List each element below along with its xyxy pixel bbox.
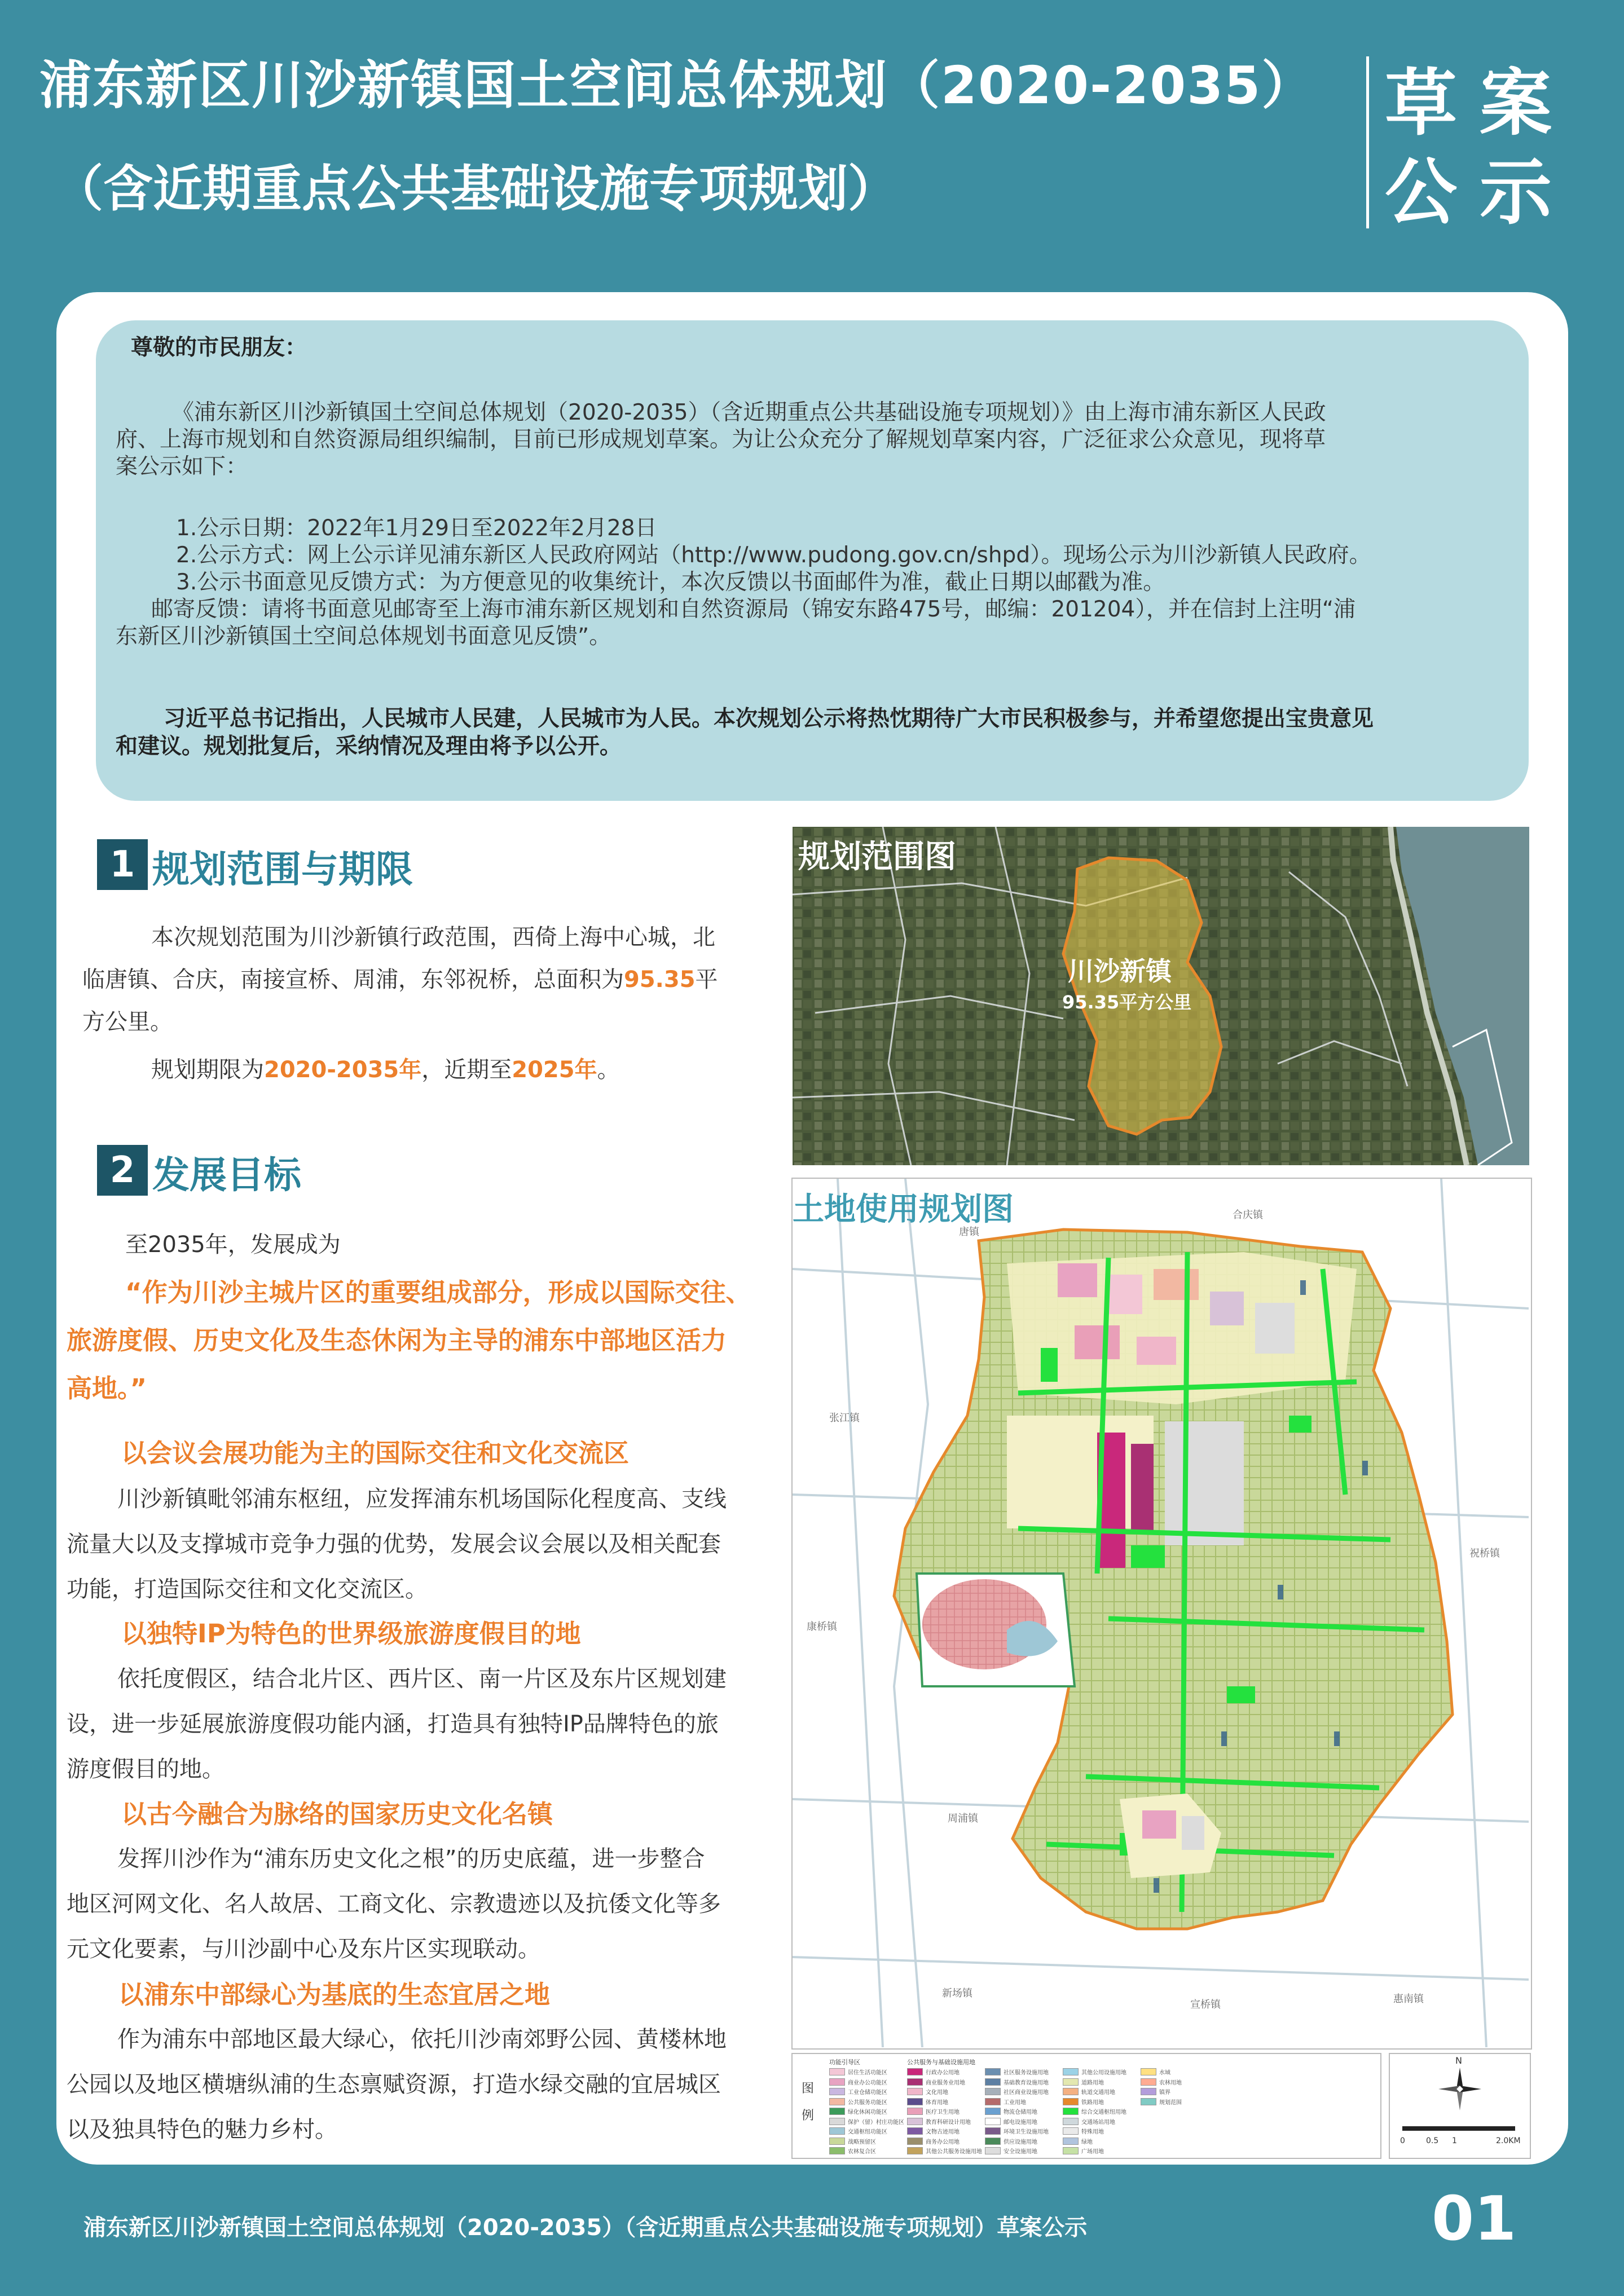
legend-swatch [829, 2127, 845, 2135]
legend-item [907, 2117, 971, 2126]
legend-item [907, 2087, 948, 2096]
legend-item [985, 2117, 1037, 2126]
scale-label: 0 [1400, 2136, 1405, 2145]
legend-item [1141, 2087, 1170, 2096]
goal-heading: 以会议会展功能为主的国际交往和文化交流区 [121, 1438, 630, 1468]
legend-swatch [985, 2068, 1001, 2075]
landuse-drawing [793, 1179, 1529, 2047]
goal-line: 作为浦东中部地区最大绿心，依托川沙南郊野公园、黄楼林地 [117, 2026, 727, 2052]
legend-item-label: 综合交通枢纽用地 [1081, 2109, 1126, 2116]
notice-item-method: 2.公示方式：网上公示详见浦东新区人民政府网站（http://www.pudong.gov.cn/shpd）。现场公示为川沙新镇人民政府。 [176, 543, 1371, 568]
notice-para-line: 府、上海市规划和自然资源局组织编制，目前已形成规划草案。为让公众充分了解规划草案内容，广泛征求公众意见，现将草 [116, 427, 1326, 452]
legend-swatch [907, 2088, 923, 2095]
page-number: 01 [1432, 2184, 1517, 2254]
legend-swatch [985, 2078, 1001, 2086]
legend-item [907, 2127, 960, 2135]
legend-item [907, 2137, 960, 2145]
legend-item [985, 2097, 1026, 2106]
legend-swatch [1141, 2098, 1156, 2105]
legend-item-label: 绿地 [1081, 2139, 1093, 2145]
goal-quote-line: 高地。” [67, 1373, 147, 1403]
legend-item-label: 其他公共服务设施用地 [926, 2149, 982, 2155]
legend-item [985, 2147, 1037, 2155]
legend-item [985, 2107, 1037, 2116]
legend-item-label: 交通场站用地 [1081, 2119, 1115, 2126]
map-place-label: 唐镇 [959, 1226, 979, 1238]
page-subtitle: （含近期重点公共基础设施专项规划） [54, 160, 898, 218]
notice-mail-line: 邮寄反馈：请将书面意见邮寄至上海市浦东新区规划和自然资源局（锦安东路475号，邮编：201204），并在信封上注明“浦 [151, 597, 1356, 622]
map-place-label: 新场镇 [942, 1987, 972, 1999]
goal-line: 依托度假区，结合北片区、西片区、南一片区及东片区规划建 [117, 1666, 727, 1692]
legend-item [907, 2097, 948, 2106]
legend-swatch [1063, 2088, 1079, 2095]
legend-item [1141, 2078, 1182, 2086]
legend-swatch [829, 2068, 845, 2075]
legend-swatch [829, 2078, 845, 2086]
legend-item [1063, 2107, 1126, 2116]
goal-line: 地区河网文化、名人故居、工商文化、宗教遗迹以及抗倭文化等多 [67, 1891, 721, 1917]
scale-label: 1 [1452, 2136, 1457, 2145]
legend-item [829, 2097, 887, 2106]
legend-group-title: 功能引导区 [829, 2059, 860, 2066]
legend-item-label: 战略预留区 [848, 2139, 876, 2145]
legend-swatch [907, 2118, 923, 2125]
map-place-label: 周浦镇 [948, 1813, 978, 1825]
map-place-label: 合庆镇 [1233, 1209, 1263, 1221]
notice-closing-line: 习近平总书记指出，人民城市人民建，人民城市为人民。本次规划公示将热忱期待广大市民积极参与，并希望您提出宝贵意见 [164, 706, 1374, 731]
legend-item [829, 2137, 876, 2145]
footer-title: 浦东新区川沙新镇国土空间总体规划（2020-2035）（含近期重点公共基础设施专项规划）草案公示 [83, 2215, 1088, 2241]
legend-swatch [1063, 2078, 1079, 2086]
scale-label: 2.0KM [1496, 2136, 1521, 2145]
goal-heading: 以古今融合为脉络的国家历史文化名镇 [121, 1799, 553, 1829]
legend-item-label: 镇界 [1159, 2090, 1170, 2096]
legend-item-label: 安全设施用地 [1004, 2149, 1037, 2155]
goal-line: 流量大以及支撑城市竞争力强的优势，发展会议会展以及相关配套 [67, 1531, 721, 1557]
legend-swatch [1063, 2098, 1079, 2105]
section-1-line: 临唐镇、合庆，南接宣桥、周浦，东邻祝桥，总面积为95.35平 [82, 967, 718, 993]
legend-item-label: 保护（留）村庄功能区 [848, 2119, 904, 2126]
legend-swatch [829, 2147, 845, 2154]
legend-item-label: 道路用地 [1081, 2079, 1104, 2086]
legend-item [1063, 2137, 1093, 2145]
legend-swatch [907, 2138, 923, 2145]
landuse-map [793, 1179, 1529, 2047]
legend-swatch [829, 2138, 845, 2145]
legend-swatch [907, 2078, 923, 2086]
map-place-label: 祝桥镇 [1469, 1548, 1500, 1559]
legend-swatch [1063, 2068, 1079, 2075]
map-place-label: 惠南镇 [1393, 1993, 1424, 2005]
legend-swatch [985, 2088, 1001, 2095]
legend-swatch [907, 2098, 923, 2105]
section-1-line: 方公里。 [82, 1009, 173, 1035]
legend-swatch [1141, 2068, 1156, 2075]
legend-item-label: 体育用地 [926, 2099, 948, 2106]
legend-item [985, 2068, 1049, 2076]
goal-quote-line: 旅游度假、历史文化及生态休闲为主导的浦东中部地区活力 [67, 1325, 727, 1355]
legend-item-label: 商业办公功能区 [848, 2079, 887, 2086]
legend-item [829, 2068, 887, 2076]
notice-closing-line: 和建议。规划批复后，采纳情况及理由将予以公开。 [116, 734, 622, 759]
page-title: 浦东新区川沙新镇国土空间总体规划（2020-2035） [39, 55, 1315, 116]
legend-swatch [1141, 2078, 1156, 2086]
legend-item [907, 2107, 960, 2116]
legend-label: 图例 [801, 2082, 814, 2123]
legend-item-label: 农林用地 [1159, 2079, 1182, 2086]
period-value: 2020-2035年 [264, 1057, 422, 1083]
section-2-intro: 至2035年，发展成为 [125, 1232, 341, 1258]
legend-item-label: 轨道交通用地 [1081, 2090, 1115, 2096]
legend-item [829, 2147, 876, 2155]
legend-item-label: 绿化休闲功能区 [848, 2109, 887, 2116]
legend-item [829, 2087, 887, 2096]
legend-swatch [829, 2118, 845, 2125]
legend-swatch [829, 2088, 845, 2095]
legend-item-label: 邮电设施用地 [1004, 2119, 1037, 2126]
notice-para-line: 《浦东新区川沙新镇国土空间总体规划（2020-2035）（含近期重点公共基础设施专项规划）》由上海市浦东新区人民政 [172, 400, 1326, 425]
legend-swatch [985, 2118, 1001, 2125]
goal-line: 川沙新镇毗邻浦东枢纽，应发挥浦东机场国际化程度高、支线 [117, 1486, 727, 1512]
compass-scale-box [1389, 2053, 1531, 2159]
legend-item [1063, 2078, 1104, 2086]
scope-map-area-label: 95.35平方公里 [1062, 991, 1192, 1013]
notice-para-line: 案公示如下： [116, 454, 248, 479]
map-place-label: 张江镇 [829, 1412, 860, 1424]
legend-item-label: 水域 [1159, 2070, 1170, 2076]
map-place-label: 康桥镇 [807, 1621, 837, 1633]
section-2-title: 发展目标 [152, 1153, 301, 1197]
legend-item-label: 工业仓储功能区 [848, 2090, 887, 2096]
legend-item-label: 广场用地 [1081, 2149, 1104, 2155]
scale-bar [1402, 2126, 1515, 2131]
legend-item-label: 其他公用设施用地 [1081, 2070, 1126, 2076]
goal-quote-line: “作为川沙主城片区的重要组成部分，形成以国际交往、 [125, 1277, 751, 1307]
legend-swatch [985, 2138, 1001, 2145]
goal-heading: 以浦东中部绿心为基底的生态宜居之地 [118, 1980, 551, 2009]
goal-line: 元文化要素，与川沙副中心及东片区实现联动。 [67, 1936, 540, 1962]
legend-swatch [1063, 2108, 1079, 2115]
legend-item [907, 2147, 982, 2155]
legend-swatch [907, 2108, 923, 2115]
legend-item [985, 2087, 1049, 2096]
legend-item-label: 社区服务设施用地 [1004, 2070, 1049, 2076]
legend-item-label: 特殊用地 [1081, 2129, 1104, 2135]
legend-item-label: 环境卫生设施用地 [1004, 2129, 1049, 2135]
legend-item-label: 文化用地 [926, 2090, 948, 2096]
legend-item-label: 商业服务业用地 [926, 2079, 965, 2086]
legend-swatch [1063, 2147, 1079, 2154]
legend-item-label: 供应设施用地 [1004, 2139, 1037, 2145]
legend-item-label: 交通枢纽功能区 [848, 2129, 887, 2135]
legend-swatch [907, 2068, 923, 2075]
legend-items [829, 2057, 1376, 2153]
landuse-map-title: 土地使用规划图 [793, 1191, 1014, 1228]
legend-swatch [907, 2147, 923, 2154]
legend-item [907, 2068, 960, 2076]
legend-item-label: 工业用地 [1004, 2099, 1026, 2106]
legend-item [1063, 2147, 1104, 2155]
legend-swatch [1141, 2088, 1156, 2095]
section-1-title: 规划范围与期限 [152, 848, 413, 891]
goal-line: 功能，打造国际交往和文化交流区。 [67, 1576, 428, 1602]
legend-item [1063, 2117, 1115, 2126]
stamp-publicity: 公示 [1385, 151, 1575, 235]
notice-greeting: 尊敬的市民朋友： [131, 335, 307, 360]
legend-swatch [829, 2098, 845, 2105]
legend-item [1063, 2127, 1104, 2135]
area-value: 95.35 [624, 967, 696, 993]
north-label: N [1455, 2055, 1462, 2066]
goal-line: 以及独具特色的魅力乡村。 [67, 2117, 337, 2143]
section-1-period: 规划期限为2020-2035年，近期至2025年。 [151, 1057, 620, 1083]
legend-item-label: 基础教育设施用地 [1004, 2079, 1049, 2086]
legend-item-label: 教育科研设计用地 [926, 2119, 971, 2126]
near-term-value: 2025年 [512, 1057, 597, 1083]
legend-item [985, 2137, 1037, 2145]
legend-swatch [1063, 2138, 1079, 2145]
section-2-number: 2 [97, 1145, 148, 1196]
legend-item-label: 居住生活功能区 [848, 2070, 887, 2076]
legend-swatch [985, 2127, 1001, 2135]
notice-item-date: 1.公示日期：2022年1月29日至2022年2月28日 [176, 515, 657, 541]
map-place-label: 宣桥镇 [1190, 1999, 1221, 2011]
goal-heading: 以独特IP为特色的世界级旅游度假目的地 [121, 1619, 581, 1649]
section-1-line: 本次规划范围为川沙新镇行政范围，西倚上海中心城，北 [151, 924, 715, 950]
legend-swatch [985, 2108, 1001, 2115]
north-arrow-icon [1437, 2066, 1482, 2112]
legend-group-title: 公共服务与基础设施用地 [907, 2059, 975, 2066]
scale-label: 0.5 [1426, 2136, 1439, 2145]
legend-item-label: 行政办公用地 [926, 2070, 960, 2076]
legend-item [829, 2127, 887, 2135]
legend-item [1063, 2097, 1104, 2106]
notice-item-feedback: 3.公示书面意见反馈方式：为方便意见的收集统计，本次反馈以书面邮件为准，截止日期以邮戳为准。 [176, 570, 1165, 595]
legend-item-label: 规划范围 [1159, 2099, 1182, 2106]
legend-item-label: 商务办公用地 [926, 2139, 960, 2145]
legend-item-label: 医疗卫生用地 [926, 2109, 960, 2116]
goal-line: 游度假目的地。 [67, 1756, 225, 1782]
legend-swatch [829, 2108, 845, 2115]
legend-item [985, 2127, 1049, 2135]
scope-map-title: 规划范围图 [798, 839, 956, 875]
scope-map-town-label: 川沙新镇 [1068, 956, 1172, 986]
legend-item-label: 农林复合区 [848, 2149, 876, 2155]
legend-item [829, 2078, 887, 2086]
stamp-draft: 草案 [1385, 61, 1575, 146]
goal-line: 公园以及地区横塘纵浦的生态禀赋资源，打造水绿交融的宜居城区 [67, 2072, 721, 2097]
legend-item [829, 2107, 887, 2116]
legend-item-label: 文物古迹用地 [926, 2129, 960, 2135]
legend-item [1141, 2097, 1182, 2106]
legend-item-label: 铁路用地 [1081, 2099, 1104, 2106]
legend-item-label: 社区商业设施用地 [1004, 2090, 1049, 2096]
legend-item [1063, 2068, 1126, 2076]
legend-item [829, 2117, 904, 2126]
legend-swatch [985, 2147, 1001, 2154]
legend-item [985, 2078, 1049, 2086]
legend-swatch [907, 2127, 923, 2135]
legend-item-label: 公共服务功能区 [848, 2099, 887, 2106]
notice-mail-line: 东新区川沙新镇国土空间总体规划书面意见反馈”。 [116, 624, 611, 649]
legend-swatch [985, 2098, 1001, 2105]
legend-item [1063, 2087, 1115, 2096]
stamp-divider [1366, 56, 1369, 228]
legend-item [907, 2078, 965, 2086]
legend-swatch [1063, 2118, 1079, 2125]
legend-swatch [1063, 2127, 1079, 2135]
legend-item [1141, 2068, 1170, 2076]
legend-item-label: 物流仓储用地 [1004, 2109, 1037, 2116]
section-1-number: 1 [97, 839, 148, 890]
goal-line: 发挥川沙作为“浦东历史文化之根”的历史底蕴，进一步整合 [117, 1846, 705, 1872]
goal-line: 设，进一步延展旅游度假功能内涵，打造具有独特IP品牌特色的旅 [67, 1711, 719, 1737]
